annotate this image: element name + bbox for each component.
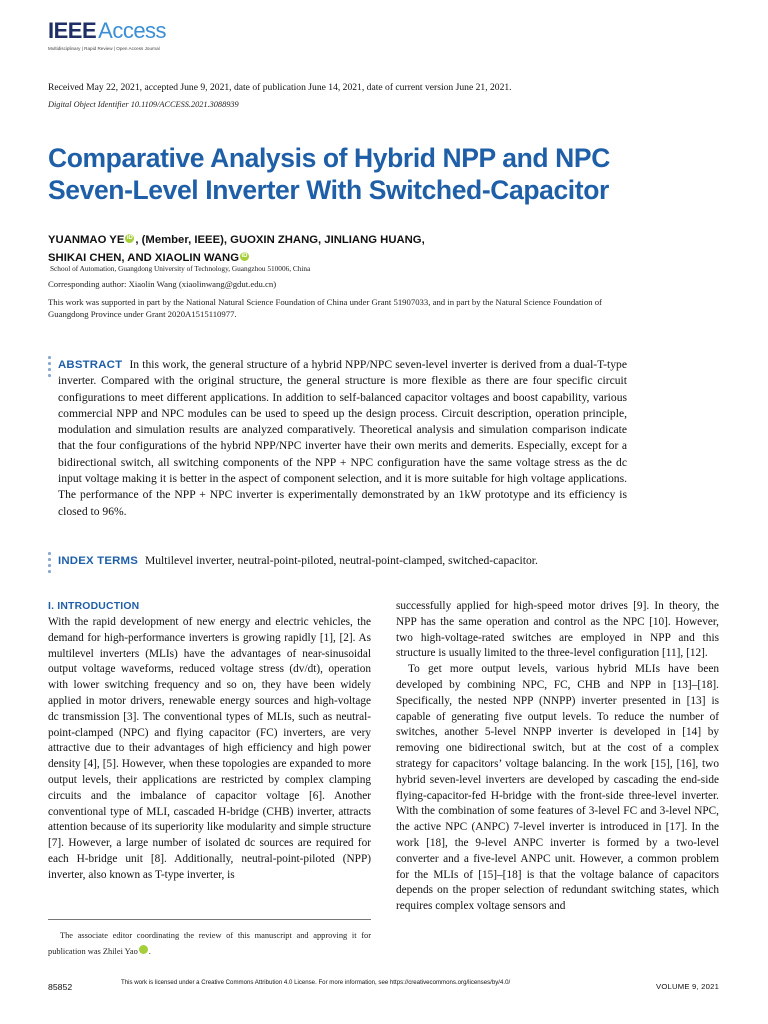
- index-terms-label: INDEX TERMS: [58, 555, 139, 567]
- volume-label: VOLUME 9, 2021: [656, 982, 720, 991]
- paper-title: [48, 142, 728, 206]
- intro-paragraph-1: With the rapid development of new energy and electric vehicles, the demand for high-performance inverters is growing rapidly [1], [2]. As multilevel inverters (MLIs) have the advantages of near-sinusoidal output voltage waveforms, reduced voltage stress (dv/dt), operation with lower switching frequency and so on, they have been widely applied in motor drivers, renewable energy sources and high-voltage dc transmission [3]. The conventional types of MLIs, such as neutral-point-clamped (NPC) and flying capacitor (FC) inverters, are very attractive due to their advantages of high efficiency and high power density [4], [5]. However, when these topologies are expanded to more output levels, their applications are restricted by complex clamping circuits and the imbalance of capacitor voltage [6]. Another conventional type of MLI, cascaded H-bridge (CHB) inverter, attracts attention because of its superiority like modularity and simple structure [7]. However, a large number of isolated dc sources are required for each H-bridge unit [8]. Additionally, neutral-point-piloted (NPP) inverter, also known as T-type inverter, is: [48, 616, 371, 881]
- index-terms-text: Multilevel inverter, neutral-point-piloted, neutral-point-clamped, switched-capacitor.: [144, 554, 538, 567]
- orcid-icon[interactable]: iD: [126, 235, 133, 241]
- abstract: [58, 357, 627, 520]
- page-number: 85852: [48, 982, 73, 992]
- title-line-1: Comparative Analysis of Hybrid NPP and NPC: [48, 143, 610, 173]
- funding-statement: This work was supported in part by the National Natural Science Foundation of China under Grant 51907033, and in part by the Natural Science Foundation of Guangdong Province under Grant 2020A1515110977.: [48, 297, 602, 319]
- editor-footnote-text: The associate editor coordinating the review of this manuscript and approving it for publication was Zhilei Yao: [48, 931, 371, 956]
- journal-tagline: Multidisciplinary | Rapid Review | Open Access Journal: [48, 46, 160, 51]
- license-notice[interactable]: This work is licensed under a Creative Commons Attribution 4.0 License. For more information, see https://creativecommons.org/licenses/by/4.0/: [121, 979, 511, 986]
- abstract-text: In this work, the general structure of a hybrid NPP/NPC seven-level inverter is derived from a dual-T-type inverter. Compared with the original structure, the general structure is more flexible as there are four specific circuit configurations to meet different applications. In addition to self-balanced capacitor voltages and boost capability, various commercial NPP and NPC modules can be used to speed up the design process. Circuit description, operation principle, modulation and simulation results are analyzed comparatively. Theoretical analysis and simulation comparison indicate that the four configurations of the hybrid NPP/NPC inverter have their own merits and demerits. Especially, except for a bidirectional switch, all switching components of the NPP + NPC configuration have the same voltage stress as the dc input voltage making it is better in the aspect of component selection, and it is more suitable for high voltage applications. The performance of the NPP + NPC inverter is experimentally demonstrated by an 1kW prototype and its efficiency is closed to 96%.: [58, 358, 627, 518]
- author-line-1: [48, 231, 728, 249]
- orcid-icon[interactable]: iD: [139, 945, 148, 954]
- section-heading-introduction: I. INTRODUCTION: [48, 601, 140, 612]
- received-dates: Received May 22, 2021, accepted June 9, 2021, date of publication June 14, 2021, date of current version June 21, 2021.: [48, 82, 512, 93]
- author-names-line-2: SHIKAI CHEN, AND XIAOLIN WANG: [48, 252, 240, 264]
- intro-paragraph-1-continued: successfully applied for high-speed motor drives [9]. In theory, the NPP has the same operation and control as the NPC [10]. However, two high-voltage-rated switches are employed in NPP and this structure is usually limited to the three-level configuration [11], [12].: [396, 600, 719, 660]
- editor-footnote: The associate editor coordinating the review of this manuscript and approving it for publication was Zhilei Yao iD.: [48, 931, 371, 956]
- abstract-marker-icon: [48, 356, 51, 380]
- doi-line: Digital Object Identifier 10.1109/ACCESS.2021.3088939: [48, 100, 239, 109]
- author-name-ye: YUANMAO YE: [48, 234, 125, 246]
- orcid-icon[interactable]: iD: [241, 253, 248, 259]
- author-list-rest: , (Member, IEEE), GUOXIN ZHANG, JINLIANG HUANG,: [135, 234, 425, 246]
- right-column: [396, 599, 719, 915]
- logo-access-text: Access: [98, 18, 167, 43]
- author-list: [48, 231, 728, 267]
- corresponding-author: Corresponding author: Xiaolin Wang (xiaolinwang@gdut.edu.cn): [48, 279, 277, 289]
- title-line-2: Seven-Level Inverter With Switched-Capacitor: [48, 175, 609, 205]
- left-column: [48, 599, 371, 884]
- index-terms: [58, 553, 678, 569]
- journal-logo: [48, 18, 166, 44]
- logo-ieee-text: IEEE: [48, 18, 97, 43]
- intro-paragraph-2: To get more output levels, various hybrid MLIs have been developed by combining NPC, FC, CHB and NPP in [13]–[18]. Specifically, the nested NPP (NNPP) inverter presented in [13] is capable of generating five output levels. To reduce the number of switches, another 5-level NNPP inverter is developed in [14] by removing one bidirectional switch, but at the cost of a complex strategy for capacitors’ voltage balancing. In the work [15], [16], two hybrid seven-level inverters are developed by cascading the end-side flying-capacitor-fed H-bridge with the front-side three-level inverter. With the combination of some features of 3-level FC and 3-level NPC, the active NPC (ANPC) 7-level inverter is introduced in [17]. In the work [18], the 9-level ANPC inverter is formed by a two-level converter and a five-level ANPC unit. However, a common problem for the MLIs of [15]–[18] is that the voltage balance of capacitors depends on the proper selection of redundant switching states, which requires complex voltage sensors and: [396, 663, 719, 913]
- abstract-label: ABSTRACT: [58, 359, 123, 371]
- index-terms-marker-icon: [48, 552, 51, 576]
- footnote-divider: [48, 919, 371, 920]
- affiliation: School of Automation, Guangdong University of Technology, Guangzhou 510006, China: [50, 264, 311, 273]
